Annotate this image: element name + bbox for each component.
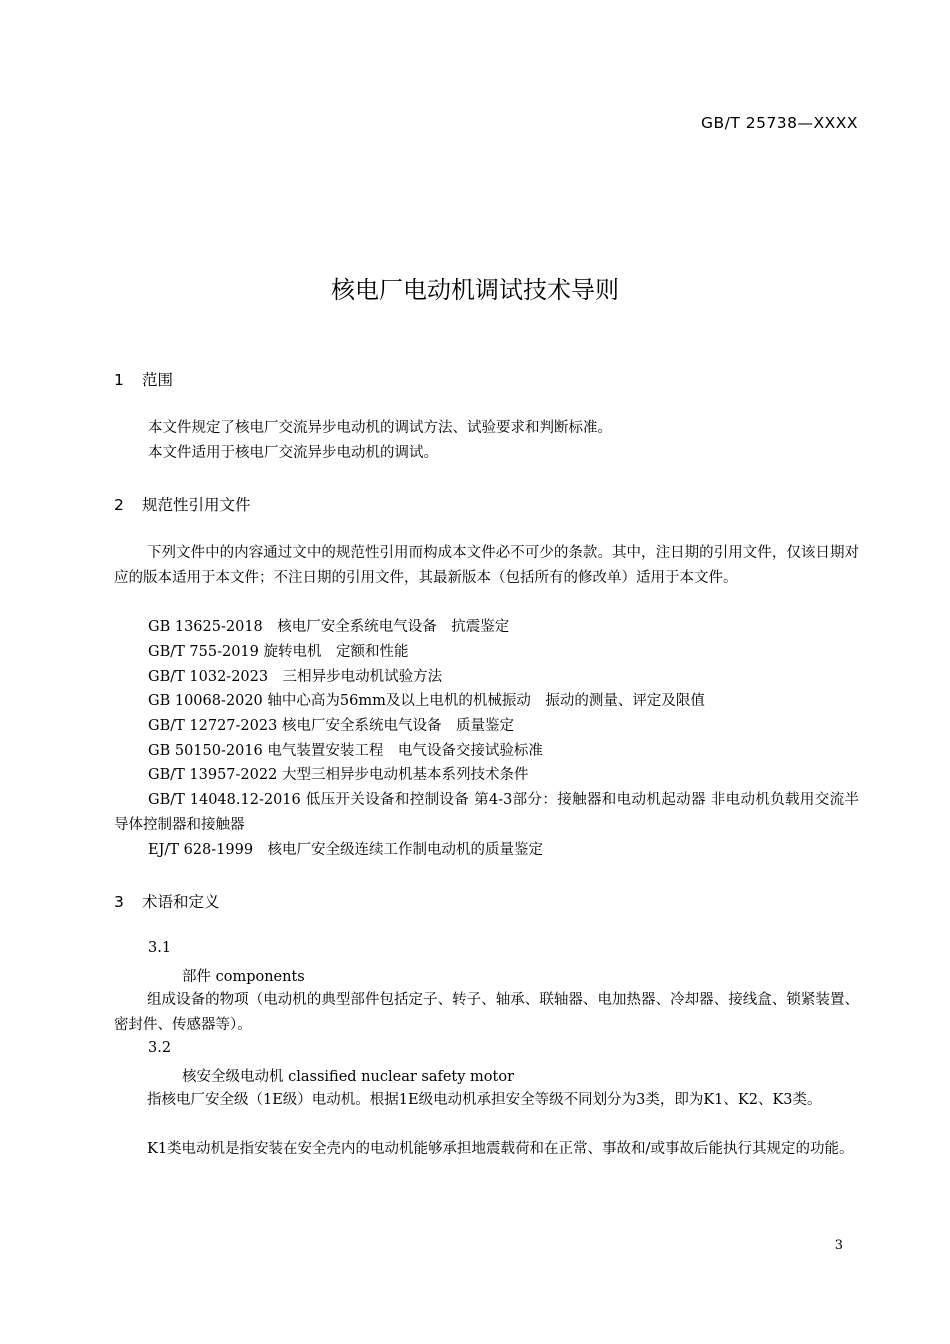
section-2-heading: [114, 493, 251, 515]
section-3-heading: [114, 890, 220, 912]
term-note: K1类电动机是指安装在安全壳内的电动机能够承担地震载荷和在正常、事故和/或事故后能执行其规定的功能。: [147, 1141, 854, 1157]
reference-item: GB/T 755-2019 旋转电机 定额和性能: [148, 644, 409, 660]
reference-item: GB/T 13957-2022 大型三相异步电动机基本系列技术条件: [148, 767, 529, 783]
term-definition: 组成设备的物项（电动机的典型部件包括定子、转子、轴承、联轴器、电加热器、冷却器、接线盒、锁紧装置、密封件、传感器等）。: [114, 992, 859, 1033]
page-number: 3: [834, 1238, 843, 1253]
reference-item: GB 10068-2020 轴中心高为56mm及以上电机的机械振动 振动的测量、评定及限值: [148, 693, 705, 709]
term-name: 核安全级电动机 classified nuclear safety motor: [182, 1069, 515, 1085]
section-title: 术语和定义: [142, 893, 220, 911]
reference-item: GB/T 14048.12-2016 低压开关设备和控制设备 第4-3部分：接触器和电动机起动器 非电动机负载用交流半导体控制器和接触器: [114, 792, 859, 833]
section-1-paragraph: 本文件适用于核电厂交流异步电动机的调试。: [148, 445, 438, 461]
reference-item: GB 13625-2018 核电厂安全系统电气设备 抗震鉴定: [148, 619, 510, 635]
section-title: 范围: [142, 371, 174, 389]
reference-item: EJ/T 628-1999 核电厂安全级连续工作制电动机的质量鉴定: [148, 842, 544, 858]
section-number: 3: [114, 893, 124, 911]
section-number: 2: [114, 496, 124, 514]
section-1-heading: [114, 368, 173, 390]
reference-item: GB/T 1032-2023 三相异步电动机试验方法: [148, 669, 443, 685]
term-name: 部件 components: [182, 969, 305, 985]
reference-item: GB 50150-2016 电气装置安装工程 电气设备交接试验标准: [148, 743, 543, 759]
section-1-paragraph: 本文件规定了核电厂交流异步电动机的调试方法、试验要求和判断标准。: [148, 420, 612, 436]
standard-code: GB/T 25738—XXXX: [700, 114, 858, 132]
term-definition: 指核电厂安全级（1E级）电动机。根据1E级电动机承担安全等级不同划分为3类，即为K1、K2、K3类。: [147, 1092, 822, 1108]
section-2-intro: 下列文件中的内容通过文中的规范性引用而构成本文件必不可少的条款。其中，注日期的引用文件，仅该日期对应的版本适用于本文件；不注日期的引用文件，其最新版本（包括所有的修改单）适用于本文件。: [114, 545, 859, 586]
term-number: 3.2: [148, 1040, 172, 1056]
document-title: 核电厂电动机调试技术导则: [331, 276, 619, 304]
section-number: 1: [114, 371, 124, 389]
section-title: 规范性引用文件: [142, 496, 251, 514]
term-number: 3.1: [148, 940, 172, 956]
reference-item: GB/T 12727-2023 核电厂安全系统电气设备 质量鉴定: [148, 718, 514, 734]
